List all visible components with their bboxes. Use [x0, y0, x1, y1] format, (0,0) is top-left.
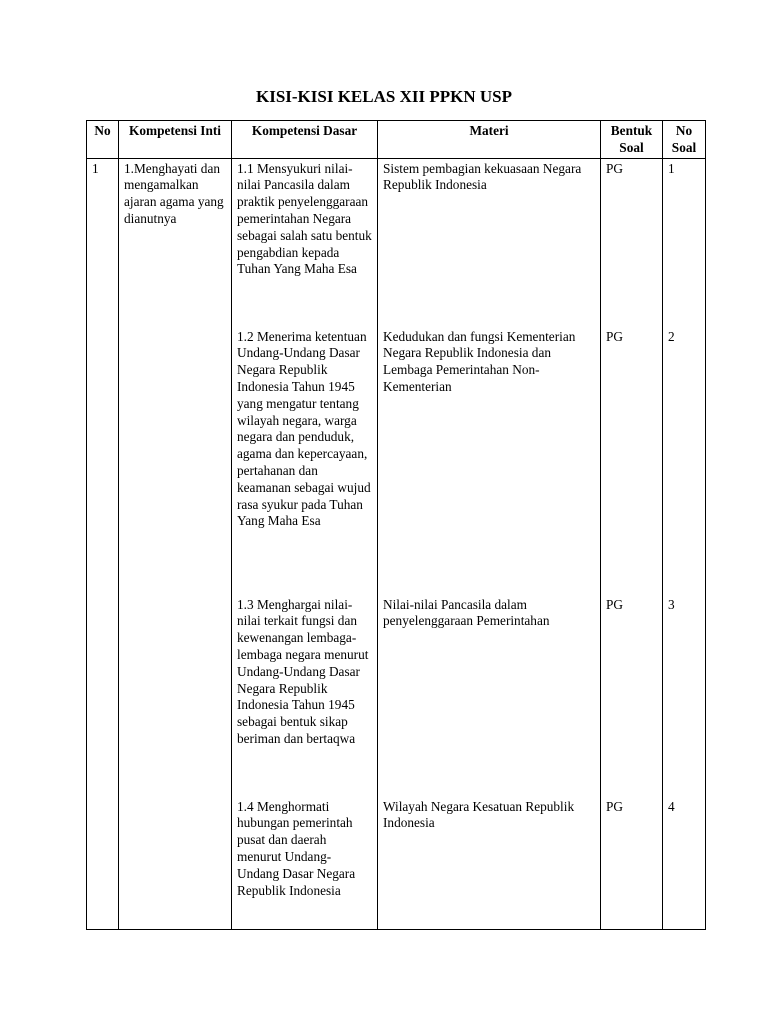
row-no-soal — [663, 158, 706, 929]
kd-item: 1.1 Mensyukuri nilai-nilai Pancasila dalam praktik penyelenggaraan pemerintahan Negara sebagai salah satu bentuk pengabdian kepada Tuhan Yang Maha Esa — [237, 160, 372, 277]
materi-item: Nilai-nilai Pancasila dalam penyelenggaraan Pemerintahan — [383, 596, 550, 629]
header-kompetensi-inti: Kompetensi Inti — [119, 121, 232, 159]
table-header-row — [87, 121, 706, 159]
header-bentuk-soal: Bentuk Soal — [601, 121, 663, 159]
kisi-kisi-table — [86, 120, 706, 930]
no-soal-item: 4 — [668, 798, 675, 814]
header-no-soal: No Soal — [663, 121, 706, 159]
table-row — [87, 158, 706, 929]
header-materi: Materi — [378, 121, 601, 159]
materi-item: Sistem pembagian kekuasaan Negara Republik Indonesia — [383, 160, 582, 193]
materi-item: Kedudukan dan fungsi Kementerian Negara Republik Indonesia dan Lembaga Pemerintahan Non-Kementerian — [383, 328, 576, 394]
row-materi — [378, 158, 601, 929]
no-soal-item: 1 — [668, 160, 675, 176]
bentuk-item: PG — [606, 798, 623, 814]
kd-item: 1.2 Menerima ketentuan Undang-Undang Dasar Negara Republik Indonesia Tahun 1945 yang mengatur tentang wilayah negara, warga negara dan penduduk, agama dan kepercayaan, pertahanan dan keamanan sebagai wujud rasa syukur pada Tuhan Yang Maha Esa — [237, 328, 371, 529]
kd-item: 1.3 Menghargai nilai-nilai terkait fungsi dan kewenangan lembaga-lembaga negara menurut Undang-Undang Dasar Negara Republik Indonesia Tahun 1945 sebagai bentuk sikap beriman dan bertaqwa — [237, 596, 369, 746]
header-no: No — [87, 121, 119, 159]
bentuk-item: PG — [606, 596, 623, 612]
no-soal-item: 3 — [668, 596, 675, 612]
no-soal-item: 2 — [668, 328, 675, 344]
bentuk-item: PG — [606, 160, 623, 176]
header-kompetensi-dasar: Kompetensi Dasar — [232, 121, 378, 159]
bentuk-item: PG — [606, 328, 623, 344]
row-kompetensi-inti: 1.Menghayati dan mengamalkan ajaran agama yang dianutnya — [119, 158, 232, 929]
kd-item: 1.4 Menghormati hubungan pemerintah pusat dan daerah menurut Undang-Undang Dasar Negara Republik Indonesia — [237, 798, 356, 898]
document-title: KISI-KISI KELAS XII PPKN USP — [255, 87, 512, 106]
row-no: 1 — [87, 158, 119, 929]
row-kompetensi-dasar — [232, 158, 378, 929]
materi-item: Wilayah Negara Kesatuan Republik Indonesia — [383, 798, 575, 831]
row-bentuk-soal — [601, 158, 663, 929]
